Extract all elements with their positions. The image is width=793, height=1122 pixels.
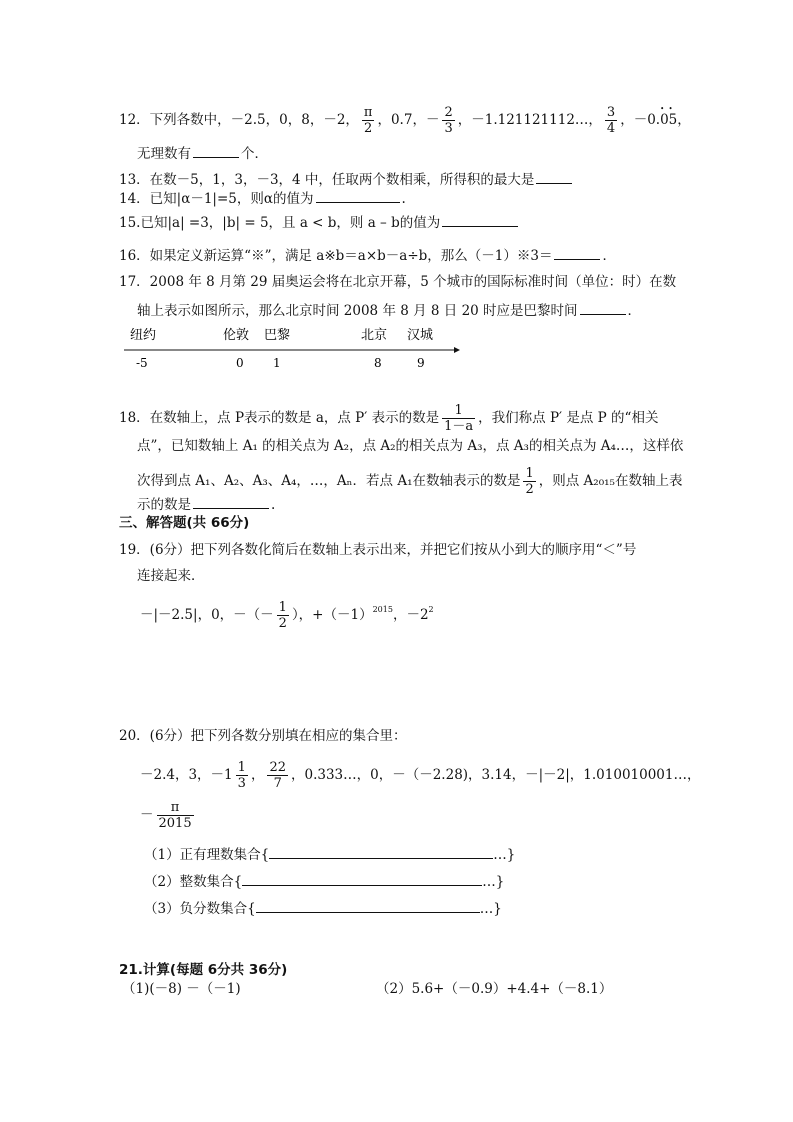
tick-label: 8 (374, 356, 382, 370)
fraction-3-over-4: $\frac{3}{4}$ (606, 105, 616, 136)
fraction-1-over-3: $\frac{1}{3}$ (237, 760, 246, 791)
city-label-seoul: 汉城 (407, 328, 434, 343)
tick-label: 9 (417, 356, 425, 370)
answer-blank[interactable] (442, 214, 518, 227)
question-21-part2: （2）5.6+（－0.9）+4.4+（－8.1） (376, 981, 613, 997)
answer-blank[interactable] (580, 302, 626, 315)
question-21-title: 21.计算(每题 6分共 36分) (119, 962, 288, 978)
fraction-pi-over-2: $\frac{\pi}{2}$ (363, 105, 373, 136)
tick-label: 1 (273, 356, 281, 370)
fraction-1-over-2: $\frac{1}{2}$ (525, 466, 534, 497)
answer-blank[interactable] (242, 871, 482, 886)
time-zone-number-line (118, 322, 468, 374)
city-label-london: 伦敦 (223, 328, 250, 343)
fraction-2-over-3: $\frac{2}{3}$ (444, 105, 453, 136)
answer-blank[interactable] (193, 496, 269, 509)
fraction-pi-over-2015: $\frac{\pi}{2015}$ (158, 800, 192, 831)
question-17-line2: 轴上表示如图所示，那么北京时间 2008 年 8 月 8 日 20 时应是巴黎时间 ． (137, 303, 642, 319)
question-12-line2: 无理数有 个． (137, 146, 268, 162)
question-18-line4: 示的数是 . (137, 497, 276, 513)
answer-blank[interactable] (316, 190, 400, 203)
fraction-22-over-7: $\frac{22}{7}$ (269, 760, 286, 791)
question-14: 14．已知|α－1|=5，则α的值为 . (119, 191, 406, 207)
city-label-beijing: 北京 (361, 328, 388, 343)
question-19: 19．(6分）把下列各数化简后在数轴上表示出来，并把它们按从小到大的顺序用“＜”号 (119, 542, 637, 558)
set-negative-fractions: （3）负分数集合{ …} (144, 897, 502, 917)
question-19-expression: －|－2.5|，0，－（－ $\frac{1}{2}$ ），$+(-1)^{2015}$，$-2^2$ (140, 600, 434, 631)
question-12: 12．下列各数中，－2.5，0，8，－2， $\frac{\pi}{2}$ ，0.7，－ $\frac{2}{3}$ ，－1.121121112…， $\frac{3}{4}$ ，－0.• • 05， (119, 105, 691, 136)
question-18-line2: 点”，已知数轴上 A₁ 的相关点为 A₂，点 A₂的相关点为 A₃，点 A₃的相关点为 A₄…，这样依 (137, 438, 684, 454)
tick-label: 0 (236, 356, 244, 370)
question-18: 18．在数轴上，点 P表示的数是 a，点 P′ 表示的数是 $\frac{1}{1-a}$ ，我们称点 P′ 是点 P 的“相关 (119, 403, 659, 434)
question-19-line2: 连接起来． (137, 568, 205, 584)
question-20-numbers-line2: － $\frac{\pi}{2015}$ (140, 800, 192, 831)
axis-arrow (454, 347, 460, 353)
city-label-paris: 巴黎 (264, 328, 291, 343)
tick-label: -5 (136, 356, 148, 370)
question-13: 13．在数－5，1，3，－3，4 中，任取两个数相乘，所得积的最大是 (119, 171, 574, 189)
repeating-decimal-digits: • • 05 (660, 111, 677, 129)
answer-blank[interactable] (269, 844, 493, 859)
fraction-1-over-1-minus-a: $\frac{1}{1-a}$ (444, 403, 474, 434)
answer-blank[interactable] (193, 145, 239, 158)
set-positive-rational: （1）正有理数集合{ …} (144, 843, 515, 863)
question-20: 20．(6分）把下列各数分别填在相应的集合里： (119, 728, 407, 744)
set-integers: （2）整数集合{ …} (144, 870, 504, 890)
question-15: 15.已知|a| =3，|b| = 5，且 a < b，则 a – b的值为 (119, 214, 520, 232)
question-18-line3: 次得到点 A₁、A₂、A₃、A₄，…，Aₙ．若点 A₁在数轴表示的数是 $\frac{1}{2}$ ，则点 A₂₀₁₅在数轴上表 (137, 466, 683, 497)
city-label-new-york: 纽约 (130, 328, 157, 343)
question-21-part1: （1)(－8) －（－1) (122, 981, 241, 997)
answer-blank[interactable] (554, 247, 600, 260)
answer-blank[interactable] (256, 898, 480, 913)
question-17: 17．2008 年 8 月第 29 届奥运会将在北京开幕，5 个城市的国际标准时间（单位：时）在数 (119, 274, 677, 290)
section-heading: 三、解答题(共 66分) (119, 515, 250, 531)
question-16: 16．如果定义新运算“※”，满足 a※b＝a×b－a÷b，那么（－1）※3＝ ． (119, 248, 616, 264)
answer-blank[interactable] (536, 171, 572, 184)
question-20-numbers: －2.4，3，－1 $\frac{1}{3}$ ， $\frac{22}{7}$ ，0.333…，0，－（－2.28)，3.14，－|－2|，1.010010001…， (140, 760, 701, 791)
fraction-1-over-2: $\frac{1}{2}$ (278, 600, 287, 631)
